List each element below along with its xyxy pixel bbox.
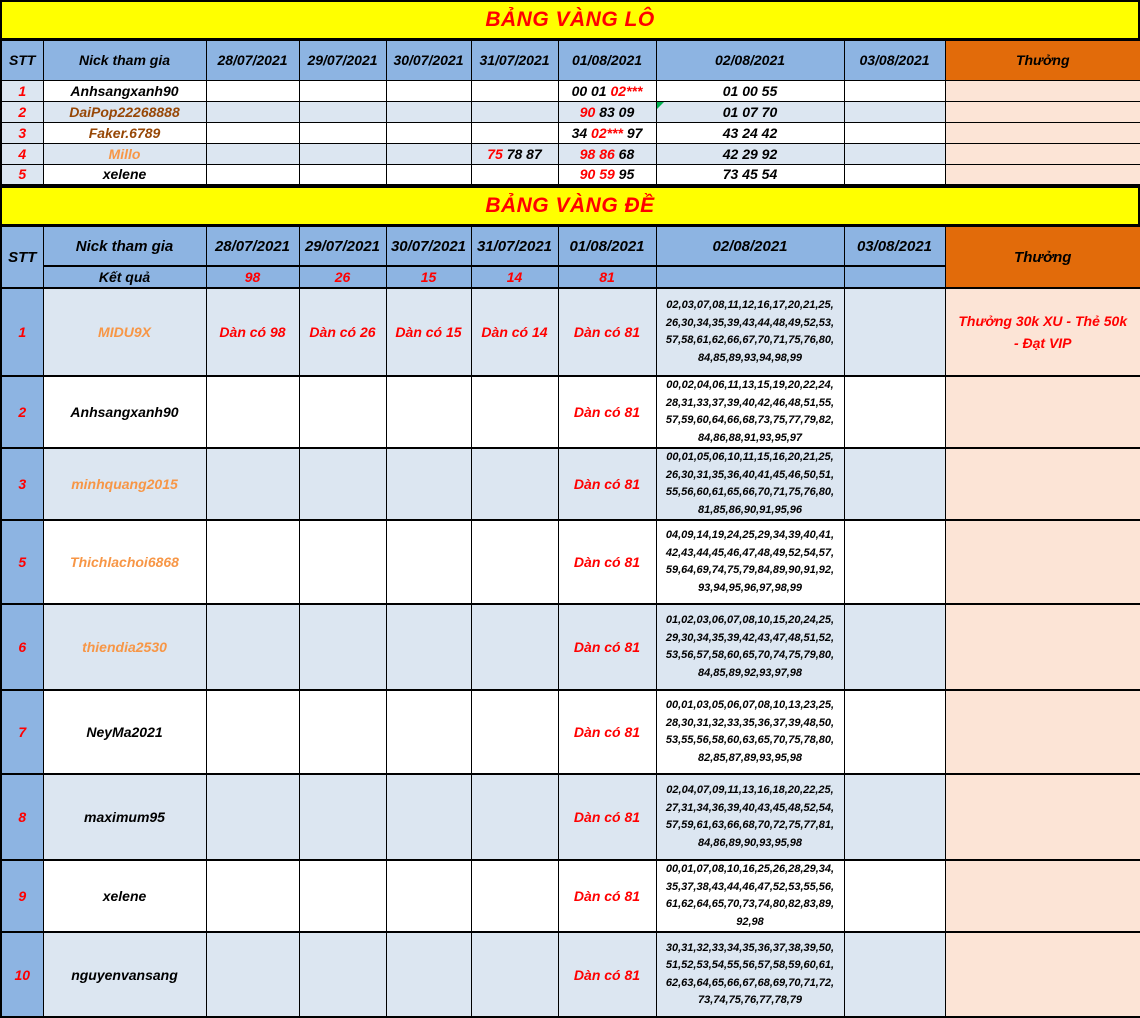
banner-lo-title: BẢNG VÀNG LÔ: [485, 8, 655, 31]
cell[interactable]: [844, 690, 945, 774]
lo-header-date-2: 29/07/2021: [299, 40, 386, 80]
lo-header-stt: STT: [1, 40, 43, 80]
table-row: [1, 122, 1140, 143]
cell[interactable]: [471, 448, 558, 520]
nick-cell[interactable]: Thichlachoi6868: [43, 520, 206, 604]
cell[interactable]: [471, 520, 558, 604]
dan-cell[interactable]: Dàn có 81: [558, 774, 656, 860]
nick-cell[interactable]: Anhsangxanh90: [43, 376, 206, 448]
cell[interactable]: [299, 690, 386, 774]
table-row: [1, 143, 1140, 164]
reward-cell[interactable]: [945, 774, 1140, 860]
lo-header-date-3: 30/07/2021: [386, 40, 471, 80]
ketqua-label: Kết quả: [43, 266, 206, 288]
cell[interactable]: [206, 774, 299, 860]
cell[interactable]: [471, 122, 558, 143]
stt-cell[interactable]: 9: [1, 860, 43, 932]
cell[interactable]: [471, 774, 558, 860]
cell[interactable]: [471, 101, 558, 122]
cell[interactable]: [206, 101, 299, 122]
nick-cell[interactable]: NeyMa2021: [43, 690, 206, 774]
dan-cell[interactable]: Dàn có 81: [558, 520, 656, 604]
nick-cell[interactable]: thiendia2530: [43, 604, 206, 690]
table-row: [1, 80, 1140, 101]
banner-bang-vang-lo: [0, 0, 1140, 39]
num-segment: 90 59: [579, 166, 619, 183]
stt-cell[interactable]: 2: [1, 101, 43, 122]
cell[interactable]: [844, 80, 945, 101]
cell[interactable]: [386, 448, 471, 520]
table-row: [1, 376, 1140, 448]
reward-cell[interactable]: [945, 164, 1140, 185]
numbers-cell[interactable]: 01 00 55: [656, 80, 844, 101]
reward-cell[interactable]: [945, 448, 1140, 520]
cell[interactable]: [206, 520, 299, 604]
ketqua-value[interactable]: 14: [471, 266, 558, 288]
table-row: [1, 101, 1140, 122]
nick-cell[interactable]: Faker.6789: [43, 122, 206, 143]
lo-header-date-5: 01/08/2021: [558, 40, 656, 80]
dan-cell[interactable]: Dàn có 81: [558, 288, 656, 376]
table-row: [1, 520, 1140, 604]
numbers-cell[interactable]: [558, 80, 656, 101]
numbers-list-cell[interactable]: 00,​01,​07,​08,​10,​16,​25,​26,​28,​29,​34,​35,​37,​38,​43,​44,​46,​47,​52,​53,​55,​56,​61,​62,​64,​65,​70,​73,​74,​80,​82,​83,​89,​92,​98: [656, 860, 844, 932]
cell[interactable]: [206, 80, 299, 101]
nick-cell[interactable]: maximum95: [43, 774, 206, 860]
dan-cell[interactable]: Dàn có 98: [206, 288, 299, 376]
cell[interactable]: [299, 774, 386, 860]
cell[interactable]: [386, 122, 471, 143]
num-segment: 90: [579, 103, 600, 120]
cell[interactable]: [386, 932, 471, 1017]
de-header-date-6: 02/08/2021: [656, 226, 844, 266]
numbers-cell[interactable]: [558, 122, 656, 143]
nick-cell[interactable]: xelene: [43, 164, 206, 185]
cell[interactable]: [844, 122, 945, 143]
reward-cell[interactable]: Thưởng 30k XU - Thẻ 50k - Đạt VIP: [945, 288, 1140, 376]
cell[interactable]: [206, 164, 299, 185]
ketqua-value-empty[interactable]: [656, 266, 844, 288]
table-row: [1, 288, 1140, 376]
nick-cell[interactable]: xelene: [43, 860, 206, 932]
table-row: [1, 604, 1140, 690]
banner-bang-vang-de: [0, 186, 1140, 225]
numbers-cell[interactable]: 42 29 92: [656, 143, 844, 164]
cell[interactable]: [299, 448, 386, 520]
reward-cell[interactable]: [945, 860, 1140, 932]
stt-cell[interactable]: 7: [1, 690, 43, 774]
de-header-nick: Nick tham gia: [43, 226, 206, 266]
cell[interactable]: [844, 520, 945, 604]
dan-cell[interactable]: Dàn có 81: [558, 376, 656, 448]
reward-cell[interactable]: [945, 376, 1140, 448]
reward-cell[interactable]: [945, 690, 1140, 774]
num-segment: 75: [487, 145, 507, 162]
numbers-list-cell[interactable]: 00,​01,​03,​05,​06,​07,​08,​10,​13,​23,​25,​28,​30,​31,​32,​33,​35,​36,​37,​39,​48,​50,​53,​55,​56,​58,​60,​63,​65,​70,​75,​78,​80,​82,​85,​87,​89,​93,​95,​98: [656, 690, 844, 774]
lo-header-row: [1, 40, 1140, 80]
cell[interactable]: [844, 101, 945, 122]
de-header-row: [1, 226, 1140, 266]
cell[interactable]: [299, 101, 386, 122]
stt-cell[interactable]: 2: [1, 376, 43, 448]
table-bang-vang-de: [0, 225, 1140, 1018]
cell[interactable]: [386, 604, 471, 690]
lo-header-date-1: 28/07/2021: [206, 40, 299, 80]
reward-cell[interactable]: [945, 122, 1140, 143]
ketqua-value-empty[interactable]: [844, 266, 945, 288]
table-bang-vang-lo: [0, 39, 1140, 186]
cell[interactable]: [471, 80, 558, 101]
stt-cell[interactable]: 6: [1, 604, 43, 690]
num-segment: 95: [618, 166, 635, 183]
num-segment: 98 86: [579, 145, 619, 162]
banner-de-title: BẢNG VÀNG ĐỀ: [485, 194, 655, 217]
de-header-date-1: 28/07/2021: [206, 226, 299, 266]
num-segment: 78 87: [506, 145, 542, 162]
cell[interactable]: [386, 690, 471, 774]
ketqua-value[interactable]: 98: [206, 266, 299, 288]
cell[interactable]: [844, 774, 945, 860]
cell[interactable]: [844, 604, 945, 690]
numbers-cell[interactable]: [471, 143, 558, 164]
cell[interactable]: [471, 860, 558, 932]
table-row: [1, 774, 1140, 860]
reward-cell[interactable]: [945, 80, 1140, 101]
numbers-list-cell[interactable]: 04,​09,​14,​19,​24,​25,​29,​34,​39,​40,​41,​42,​43,​44,​45,​46,​47,​48,​49,​52,​54,​57,​59,​64,​69,​74,​75,​79,​84,​89,​90,​91,​92,​93,​94,​95,​96,​97,​98,​99: [656, 520, 844, 604]
dan-cell[interactable]: Dàn có 81: [558, 860, 656, 932]
cell[interactable]: [386, 774, 471, 860]
cell[interactable]: [844, 932, 945, 1017]
numbers-cell[interactable]: 73 45 54: [656, 164, 844, 185]
cell[interactable]: [844, 376, 945, 448]
nick-cell[interactable]: nguyenvansang: [43, 932, 206, 1017]
nick-cell[interactable]: DaiPop22268888: [43, 101, 206, 122]
table-row: [1, 860, 1140, 932]
lo-header-date-4: 31/07/2021: [471, 40, 558, 80]
nick-cell[interactable]: Anhsangxanh90: [43, 80, 206, 101]
ketqua-value[interactable]: 26: [299, 266, 386, 288]
de-header-stt: STT: [1, 226, 43, 288]
cell[interactable]: [386, 143, 471, 164]
cell[interactable]: [206, 604, 299, 690]
stt-cell[interactable]: 8: [1, 774, 43, 860]
cell[interactable]: [471, 376, 558, 448]
table-row: [1, 164, 1140, 185]
dan-cell[interactable]: Dàn có 14: [471, 288, 558, 376]
cell[interactable]: [299, 604, 386, 690]
stt-cell[interactable]: 4: [1, 143, 43, 164]
cell[interactable]: [471, 164, 558, 185]
stt-cell[interactable]: 1: [1, 288, 43, 376]
cell[interactable]: [299, 376, 386, 448]
num-segment: 02***: [610, 82, 643, 99]
de-header-date-4: 31/07/2021: [471, 226, 558, 266]
cell[interactable]: [299, 80, 386, 101]
cell[interactable]: [299, 122, 386, 143]
reward-cell[interactable]: [945, 520, 1140, 604]
cell[interactable]: [386, 860, 471, 932]
ketqua-value[interactable]: 15: [386, 266, 471, 288]
cell[interactable]: [299, 164, 386, 185]
cell[interactable]: [386, 376, 471, 448]
numbers-list-cell[interactable]: 01,​02,​03,​06,​07,​08,​10,​15,​20,​24,​25,​29,​30,​34,​35,​39,​42,​43,​47,​48,​51,​52,​53,​56,​57,​58,​60,​65,​70,​74,​75,​79,​80,​84,​85,​89,​92,​93,​97,​98: [656, 604, 844, 690]
table-row: [1, 932, 1140, 1017]
cell[interactable]: [471, 604, 558, 690]
reward-cell[interactable]: [945, 604, 1140, 690]
cell[interactable]: [844, 164, 945, 185]
lo-header-date-7: 03/08/2021: [844, 40, 945, 80]
stt-cell[interactable]: 3: [1, 122, 43, 143]
reward-cell[interactable]: [945, 932, 1140, 1017]
numbers-cell[interactable]: [558, 164, 656, 185]
stt-cell[interactable]: 3: [1, 448, 43, 520]
numbers-list-cell[interactable]: 02,​04,​07,​09,​11,​13,​16,​18,​20,​22,​25,​27,​31,​34,​36,​39,​40,​43,​45,​48,​52,​54,​57,​59,​61,​63,​66,​68,​70,​72,​75,​77,​81,​84,​86,​89,​90,​93,​95,​98: [656, 774, 844, 860]
cell[interactable]: [299, 932, 386, 1017]
numbers-cell[interactable]: 43 24 42: [656, 122, 844, 143]
cell[interactable]: [386, 101, 471, 122]
lo-header-reward: Thưởng: [945, 40, 1140, 80]
dan-cell[interactable]: Dàn có 81: [558, 932, 656, 1017]
num-segment: 34: [571, 124, 592, 141]
table-row: [1, 448, 1140, 520]
numbers-cell-with-comment-flag[interactable]: 01 07 70: [656, 101, 844, 122]
dan-cell[interactable]: Dàn có 26: [299, 288, 386, 376]
dan-cell[interactable]: Dàn có 81: [558, 690, 656, 774]
lo-header-nick: Nick tham gia: [43, 40, 206, 80]
cell[interactable]: [299, 143, 386, 164]
cell[interactable]: [844, 448, 945, 520]
cell[interactable]: [299, 860, 386, 932]
cell[interactable]: [299, 520, 386, 604]
ketqua-value[interactable]: 81: [558, 266, 656, 288]
numbers-list-cell[interactable]: 02,​03,​07,​08,​11,​12,​16,​17,​20,​21,​25,​26,​30,​34,​35,​39,​43,​44,​48,​49,​52,​53,​57,​58,​61,​62,​66,​67,​70,​71,​75,​76,​80,​84,​85,​89,​93,​94,​98,​99: [656, 288, 844, 376]
cell[interactable]: [206, 448, 299, 520]
dan-cell[interactable]: Dàn có 15: [386, 288, 471, 376]
cell[interactable]: [471, 690, 558, 774]
nick-cell[interactable]: MIDU9X: [43, 288, 206, 376]
stt-cell[interactable]: 5: [1, 520, 43, 604]
reward-cell[interactable]: [945, 143, 1140, 164]
cell[interactable]: [206, 932, 299, 1017]
cell[interactable]: [206, 690, 299, 774]
cell[interactable]: [206, 376, 299, 448]
num-segment: 00 01: [571, 82, 611, 99]
num-segment: 83 09: [599, 103, 635, 120]
stt-cell[interactable]: 5: [1, 164, 43, 185]
cell[interactable]: [206, 860, 299, 932]
numbers-cell[interactable]: [558, 143, 656, 164]
numbers-list-cell[interactable]: 00,​01,​05,​06,​10,​11,​15,​16,​20,​21,​25,​26,​30,​31,​35,​36,​40,​41,​45,​46,​50,​51,​55,​56,​60,​61,​65,​66,​70,​71,​75,​76,​80,​81,​85,​86,​90,​91,​95,​96: [656, 448, 844, 520]
numbers-cell[interactable]: [558, 101, 656, 122]
cell[interactable]: [386, 80, 471, 101]
de-header-reward: Thưởng: [945, 226, 1140, 288]
cell[interactable]: [386, 164, 471, 185]
nick-cell[interactable]: Millo: [43, 143, 206, 164]
cell[interactable]: [206, 122, 299, 143]
dan-cell[interactable]: Dàn có 81: [558, 448, 656, 520]
num-segment: 97: [626, 124, 643, 141]
de-header-date-7: 03/08/2021: [844, 226, 945, 266]
de-header-date-2: 29/07/2021: [299, 226, 386, 266]
numbers-list-cell[interactable]: 00,​02,​04,​06,​11,​13,​15,​19,​20,​22,​24,​28,​31,​33,​37,​39,​40,​42,​46,​48,​51,​55,​57,​59,​60,​64,​66,​68,​73,​75,​77,​79,​82,​84,​86,​88,​91,​93,​95,​97: [656, 376, 844, 448]
num-segment: 02***: [591, 124, 627, 141]
nick-cell[interactable]: minhquang2015: [43, 448, 206, 520]
cell[interactable]: [471, 932, 558, 1017]
cell[interactable]: [844, 143, 945, 164]
cell[interactable]: [206, 143, 299, 164]
table-row: [1, 690, 1140, 774]
cell[interactable]: [844, 288, 945, 376]
stt-cell[interactable]: 1: [1, 80, 43, 101]
cell[interactable]: [844, 860, 945, 932]
dan-cell[interactable]: Dàn có 81: [558, 604, 656, 690]
num-segment: 68: [618, 145, 635, 162]
cell[interactable]: [386, 520, 471, 604]
stt-cell[interactable]: 10: [1, 932, 43, 1017]
de-header-date-3: 30/07/2021: [386, 226, 471, 266]
lo-header-date-6: 02/08/2021: [656, 40, 844, 80]
de-header-date-5: 01/08/2021: [558, 226, 656, 266]
numbers-list-cell[interactable]: 30,​31,​32,​33,​34,​35,​36,​37,​38,​39,​50,​51,​52,​53,​54,​55,​56,​57,​58,​59,​60,​61,​62,​63,​64,​65,​66,​67,​68,​69,​70,​71,​72,​73,​74,​75,​76,​77,​78,​79: [656, 932, 844, 1017]
reward-cell[interactable]: [945, 101, 1140, 122]
